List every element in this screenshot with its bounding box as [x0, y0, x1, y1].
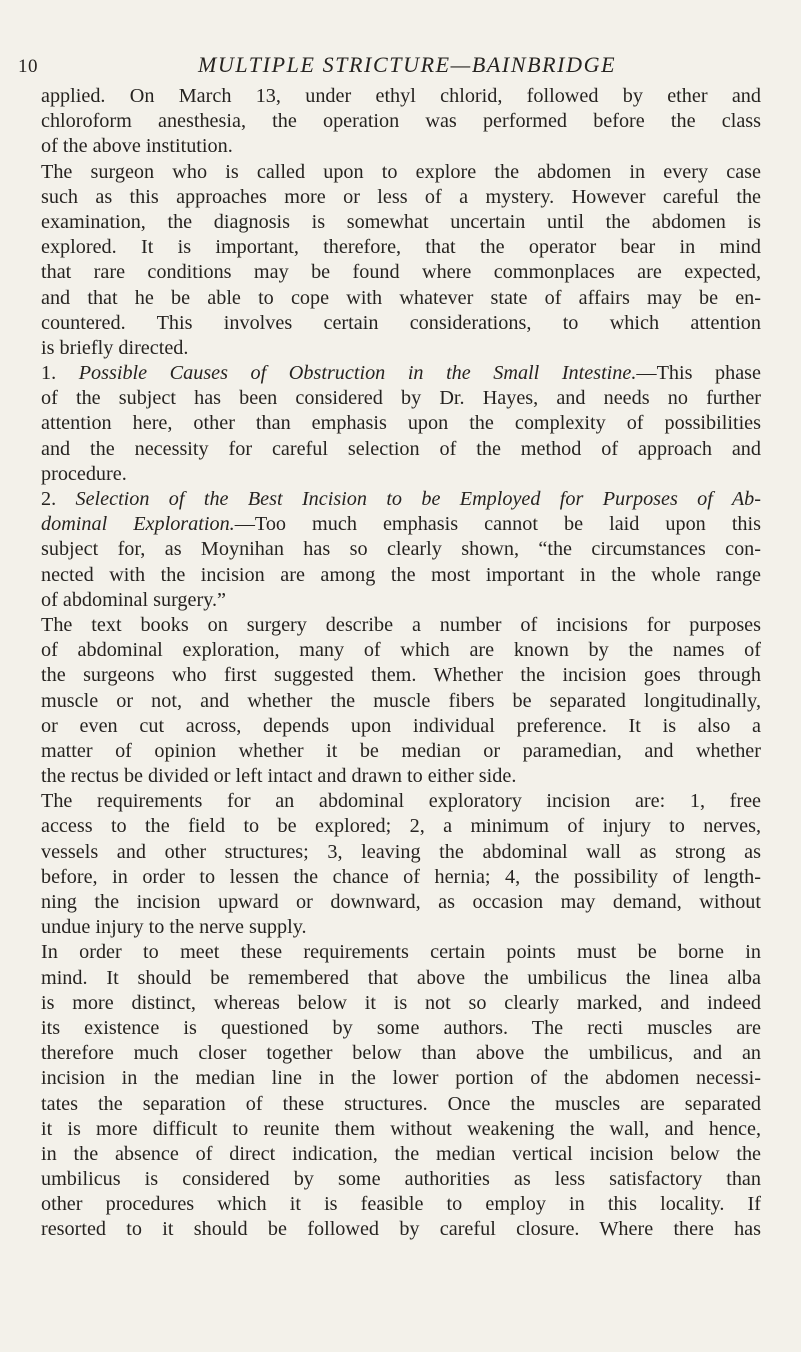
line-text: the surgeons who first suggested them. Whether the incision goes through	[41, 664, 761, 687]
text-line	[41, 437, 761, 462]
line-text: and that he be able to cope with whatever state of affairs may be en-	[41, 286, 761, 309]
line-text: the rectus be divided or left intact and drawn to either side.	[41, 765, 517, 788]
text-line	[41, 764, 761, 789]
line-text: is briefly directed.	[41, 336, 189, 359]
line-text: In order to meet these requirements certain points must be borne in	[41, 941, 761, 964]
line-text: muscle or not, and whether the muscle fibers be separated longitudinally,	[41, 689, 761, 712]
line-text: subject for, as Moynihan has so clearly shown, “the circumstances con-	[41, 538, 761, 561]
text-line	[41, 814, 761, 839]
section-heading: Possible Causes of Obstruction in the Small Intestine.	[78, 362, 637, 385]
text-line	[41, 563, 761, 588]
text-line	[41, 1066, 761, 1091]
text-line	[41, 210, 761, 235]
text-line	[41, 336, 761, 361]
line-text: undue injury to the nerve supply.	[41, 916, 307, 939]
text-line	[41, 714, 761, 739]
text-line	[41, 512, 761, 537]
line-text: umbilicus is considered by some authorities as less satisfactory than	[41, 1168, 761, 1191]
text-line	[41, 286, 761, 311]
text-line	[41, 235, 761, 260]
text-line	[41, 915, 761, 940]
text-line	[41, 1142, 761, 1167]
line-text: that rare conditions may be found where commonplaces are expected,	[41, 261, 761, 284]
line-text: The requirements for an abdominal exploratory incision are: 1, free	[41, 790, 761, 813]
line-text: such as this approaches more or less of a mystery. However careful the	[41, 185, 761, 208]
text-line	[41, 613, 761, 638]
text-line	[41, 966, 761, 991]
text-line	[41, 185, 761, 210]
text-line	[41, 260, 761, 285]
text-line	[41, 588, 761, 613]
line-text: matter of opinion whether it be median or paramedian, and whether	[41, 739, 761, 762]
line-text: tates the separation of these structures. Once the muscles are separated	[41, 1092, 761, 1115]
line-text: of abdominal exploration, many of which are known by the names of	[41, 639, 761, 662]
line-text: incision in the median line in the lower portion of the abdomen necessi-	[41, 1067, 761, 1090]
line-text: other procedures which it is feasible to employ in this locality. If	[41, 1193, 761, 1216]
section-heading: dominal Exploration.	[41, 513, 235, 536]
section-number: 1.	[41, 362, 79, 385]
text-line	[41, 160, 761, 185]
text-line	[41, 638, 761, 663]
text-line	[41, 890, 761, 915]
line-text: examination, the diagnosis is somewhat uncertain until the abdomen is	[41, 210, 761, 233]
line-text: vessels and other structures; 3, leaving the abdominal wall as strong as	[41, 840, 761, 863]
text-line	[41, 1192, 761, 1217]
text-line	[41, 689, 761, 714]
line-text: before, in order to lessen the chance of hernia; 4, the possibility of length-	[41, 865, 761, 888]
text-line	[41, 865, 761, 890]
text-line	[41, 109, 761, 134]
line-text: nected with the incision are among the most important in the whole range	[41, 563, 761, 586]
line-text: therefore much closer together below than above the umbilicus, and an	[41, 1042, 761, 1065]
text-line	[41, 411, 761, 436]
text-line	[41, 487, 761, 512]
line-text: ning the incision upward or downward, as occasion may demand, without	[41, 891, 761, 913]
line-text: and the necessity for careful selection of the method of approach and	[41, 437, 761, 460]
running-title: MULTIPLE STRICTURE—BAINBRIDGE	[198, 52, 617, 77]
line-text: access to the field to be explored; 2, a minimum of injury to nerves,	[41, 815, 761, 838]
line-text: The surgeon who is called upon to explore the abdomen in every case	[41, 160, 761, 183]
line-text: is more distinct, whereas below it is not so clearly marked, and indeed	[41, 991, 761, 1014]
line-text: explored. It is important, therefore, that the operator bear in mind	[41, 236, 761, 259]
line-text: of abdominal surgery.”	[41, 588, 226, 611]
line-text: —This phase	[636, 362, 761, 385]
text-line	[41, 1167, 761, 1192]
text-line	[41, 840, 761, 865]
text-line	[41, 386, 761, 411]
text-line	[41, 462, 761, 487]
line-text: it is more difficult to reunite them without weakening the wall, and hence,	[41, 1117, 761, 1140]
line-text: countered. This involves certain considerations, to which attention	[41, 311, 761, 334]
line-text: procedure.	[41, 462, 127, 485]
line-text: or even cut across, depends upon individual preference. It is also a	[41, 714, 761, 737]
body-text	[41, 84, 761, 1243]
line-text: —Too much emphasis cannot be laid upon this	[234, 513, 761, 536]
line-text: The text books on surgery describe a number of incisions for purposes	[41, 613, 761, 636]
text-line	[41, 1092, 761, 1117]
page-number: 10	[18, 56, 38, 77]
line-text: its existence is questioned by some authors. The recti muscles are	[41, 1016, 761, 1039]
text-line	[41, 84, 761, 109]
text-line	[41, 1217, 761, 1242]
section-number: 2.	[41, 488, 76, 510]
text-line	[41, 1117, 761, 1142]
text-line	[41, 940, 761, 965]
line-text: attention here, other than emphasis upon the complexity of possibilities	[41, 412, 761, 435]
line-text: of the subject has been considered by Dr. Hayes, and needs no further	[41, 387, 761, 410]
text-line	[41, 1041, 761, 1066]
text-line	[41, 134, 761, 159]
line-text: in the absence of direct indication, the median vertical incision below the	[41, 1142, 761, 1165]
text-line	[41, 663, 761, 688]
text-line	[41, 789, 761, 814]
text-line	[41, 991, 761, 1016]
running-head	[18, 52, 798, 82]
line-text: mind. It should be remembered that above the umbilicus the linea alba	[41, 966, 761, 989]
line-text: of the above institution.	[41, 135, 233, 158]
text-line	[41, 1016, 761, 1041]
section-heading: Selection of the Best Incision to be Employed for Purposes of Ab-	[75, 488, 762, 510]
line-text: chloroform anesthesia, the operation was performed before the class	[41, 110, 761, 133]
text-line	[41, 537, 761, 562]
text-line	[41, 361, 761, 386]
line-text: applied. On March 13, under ethyl chlorid, followed by ether and	[41, 85, 761, 107]
line-text: resorted to it should be followed by careful closure. Where there has	[41, 1218, 761, 1241]
text-line	[41, 739, 761, 764]
text-line	[41, 311, 761, 336]
